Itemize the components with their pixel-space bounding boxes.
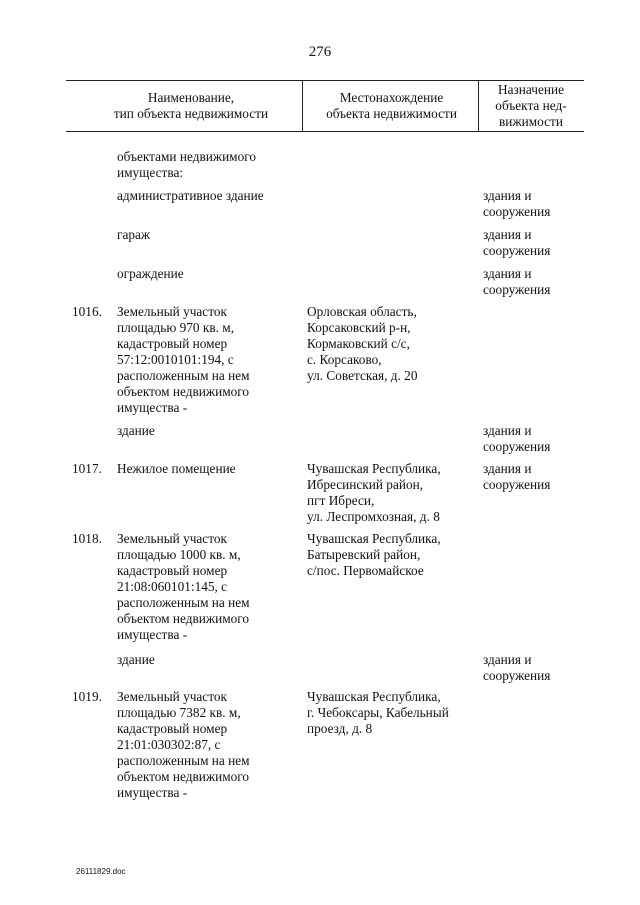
object-location-cell-line: ул. Леспромхозная, д. 8 (307, 509, 440, 524)
object-purpose-cell-line: здания и (483, 227, 532, 242)
object-name-cell-line: ограждение (117, 266, 184, 281)
object-name-cell-line: 21:01:030302:87, с (117, 737, 221, 752)
object-purpose-cell-line: здания и (483, 266, 532, 281)
object-location-cell-line: Чувашская Республика, (307, 531, 441, 546)
object-name-cell-line: Земельный участок (117, 689, 227, 704)
row-number: 1017. (72, 461, 102, 476)
object-name-cell-line: административное здание (117, 188, 264, 203)
object-name-cell-line: кадастровый номер (117, 336, 228, 351)
object-location-cell (307, 689, 477, 737)
object-purpose-cell-line: здания и (483, 461, 532, 476)
object-name-cell-line: объектом недвижимого (117, 384, 250, 399)
column-divider (302, 80, 303, 131)
object-purpose-cell-line: сооружения (483, 282, 551, 297)
header-col-location-line: Местонахождение (339, 90, 444, 105)
object-name-cell-line: объектами недвижимого (117, 149, 257, 164)
object-purpose-cell-line: здания и (483, 652, 532, 667)
object-location-cell-line: г. Чебоксары, Кабельный (307, 705, 449, 720)
object-name-cell (117, 689, 299, 801)
object-purpose-cell (483, 227, 583, 259)
object-name-cell-line: кадастровый номер (117, 563, 228, 578)
object-purpose-cell-line: сооружения (483, 477, 551, 492)
object-name-cell-line: расположенным на нем (117, 595, 250, 610)
header-col-name-line: Наименование, (147, 90, 235, 105)
object-name-cell-line: имущества - (117, 400, 188, 415)
object-purpose-cell (483, 188, 583, 220)
object-name-cell-line: 21:08:060101:145, с (117, 579, 228, 594)
row-number: 1016. (72, 304, 102, 319)
object-name-cell (117, 423, 299, 439)
object-location-cell-line: Корсаковский р-н, (307, 320, 411, 335)
object-purpose-cell (483, 423, 583, 455)
object-name-cell (117, 188, 299, 204)
object-purpose-cell-line: сооружения (483, 668, 551, 683)
object-name-cell-line: Земельный участок (117, 531, 227, 546)
header-col-location (305, 90, 478, 122)
object-purpose-cell (483, 461, 583, 493)
object-name-cell-line: 57:12:0010101:194, с (117, 352, 234, 367)
object-name-cell-line: площадью 1000 кв. м, (117, 547, 241, 562)
object-location-cell-line: проезд, д. 8 (307, 721, 373, 736)
object-name-cell (117, 652, 299, 668)
object-location-cell-line: Орловская область, (307, 304, 417, 319)
table-top-rule (66, 80, 584, 81)
footer-filename: 26111829.doc (76, 867, 126, 876)
object-purpose-cell-line: сооружения (483, 243, 551, 258)
object-location-cell (307, 461, 477, 525)
object-name-cell (117, 304, 299, 416)
object-name-cell-line: здание (117, 652, 155, 667)
object-location-cell (307, 304, 477, 384)
row-number: 1018. (72, 531, 102, 546)
header-col-name-line: тип объекта недвижимости (113, 106, 269, 121)
object-name-cell-line: расположенным на нем (117, 368, 250, 383)
page-number: 276 (308, 44, 332, 60)
object-name-cell-line: имущества - (117, 627, 188, 642)
header-col-purpose-line: объекта нед- (495, 98, 567, 113)
object-location-cell-line: ул. Советская, д. 20 (307, 368, 418, 383)
row-number: 1019. (72, 689, 102, 704)
object-name-cell (117, 227, 299, 243)
object-location-cell-line: Батыревский район, (307, 547, 421, 562)
object-name-cell-line: Земельный участок (117, 304, 227, 319)
object-location-cell-line: Кормаковский с/с, (307, 336, 410, 351)
object-location-cell-line: Чувашская Республика, (307, 461, 441, 476)
object-name-cell-line: объектом недвижимого (117, 611, 250, 626)
object-location-cell-line: Ибресинский район, (307, 477, 424, 492)
object-location-cell-line: пгт Ибреси, (307, 493, 375, 508)
object-name-cell (117, 266, 299, 282)
object-name-cell-line: площадью 970 кв. м, (117, 320, 235, 335)
object-purpose-cell-line: сооружения (483, 439, 551, 454)
object-location-cell (307, 531, 477, 579)
object-purpose-cell (483, 652, 583, 684)
object-location-cell-line: с. Корсаково, (307, 352, 382, 367)
header-col-location-line: объекта недвижимости (326, 106, 457, 121)
object-location-cell-line: Чувашская Республика, (307, 689, 441, 704)
object-location-cell-line: с/пос. Первомайское (307, 563, 424, 578)
object-name-cell-line: кадастровый номер (117, 721, 228, 736)
object-name-cell-line: расположенным на нем (117, 753, 250, 768)
object-name-cell (117, 461, 299, 477)
header-col-purpose-line: вижимости (499, 114, 563, 129)
object-name-cell (117, 531, 299, 643)
header-col-purpose (479, 82, 583, 130)
table-header-bottom-rule (66, 131, 584, 132)
object-purpose-cell-line: сооружения (483, 204, 551, 219)
object-name-cell-line: имущества - (117, 785, 188, 800)
object-purpose-cell-line: здания и (483, 423, 532, 438)
object-name-cell-line: объектом недвижимого (117, 769, 250, 784)
object-name-cell-line: гараж (117, 227, 151, 242)
header-col-name (100, 90, 282, 122)
object-name-cell-line: площадью 7382 кв. м, (117, 705, 241, 720)
object-purpose-cell (483, 266, 583, 298)
object-name-cell-line: Нежилое помещение (117, 461, 236, 476)
header-col-purpose-line: Назначение (498, 82, 564, 97)
object-purpose-cell-line: здания и (483, 188, 532, 203)
object-name-cell-line: имущества: (117, 165, 184, 180)
object-name-cell-line: здание (117, 423, 155, 438)
object-name-cell (117, 149, 299, 181)
